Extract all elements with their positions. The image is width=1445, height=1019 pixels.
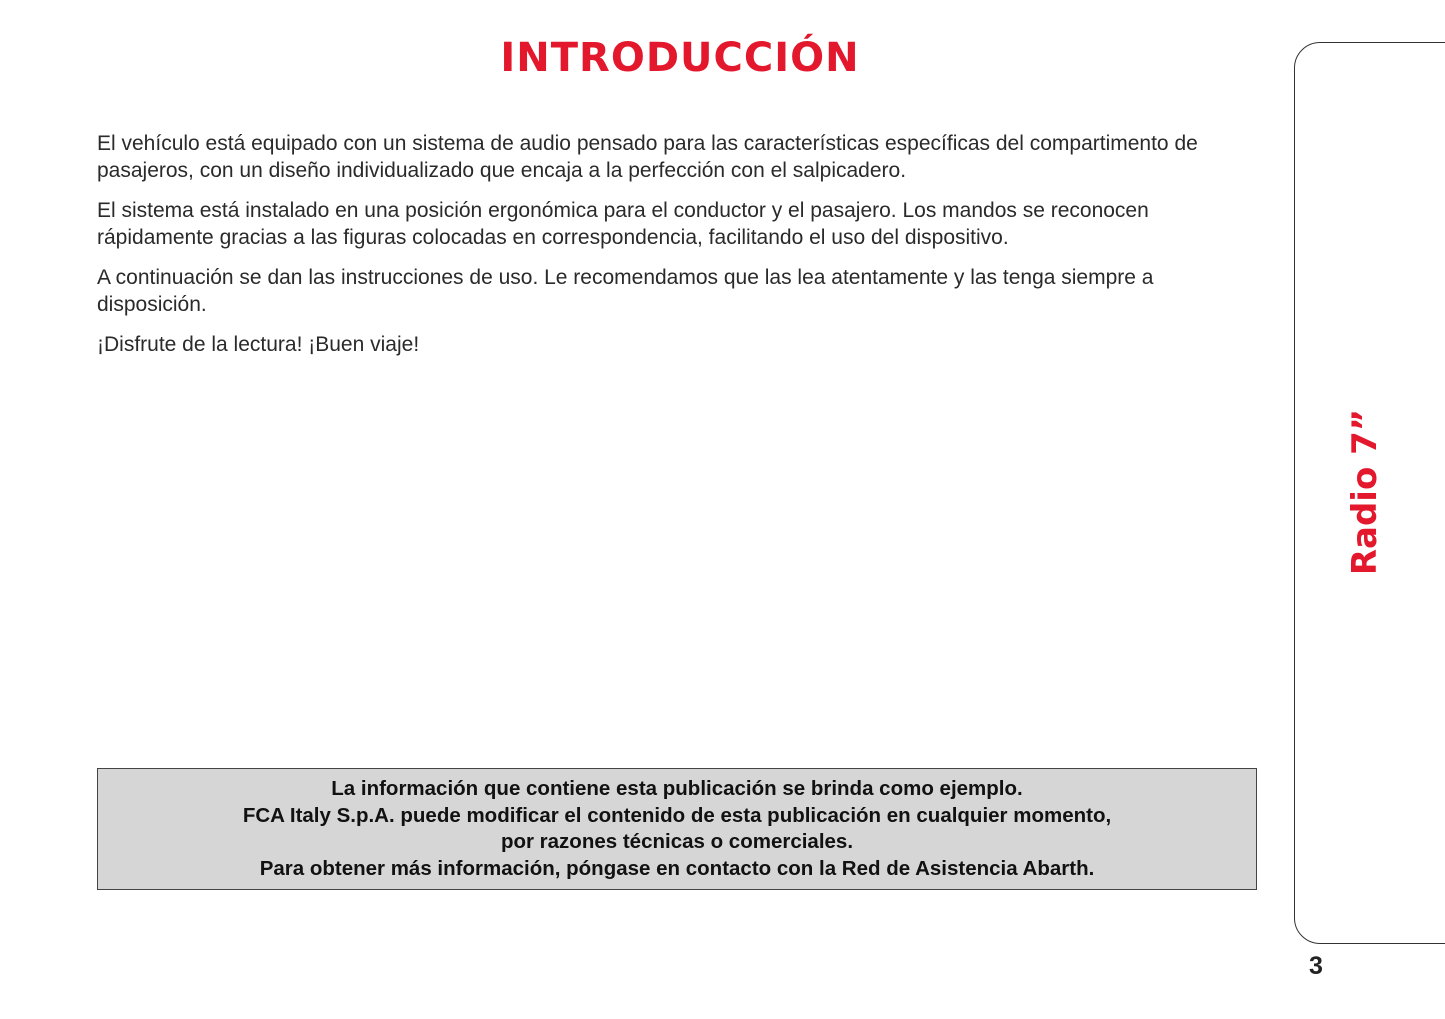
- paragraph-ergonomic-position: El sistema está instalado en una posición ergonómica para el conductor y el pasajero. Los mandos se reconocen rápidamente gracias a las figuras colocadas en correspondencia, facilitando el uso del dispositivo.: [97, 199, 1149, 249]
- notice-line: Para obtener más información, póngase en contacto con la Red de Asistencia Abarth.: [259, 856, 1095, 880]
- paragraph-audio-system: El vehículo está equipado con un sistema de audio pensado para las características específicas del compartimento de pasajeros, con un diseño individualizado que encaja a la perfección con el salpicadero.: [97, 132, 1198, 182]
- notice-line: La información que contiene esta publicación se brinda como ejemplo.: [331, 777, 1023, 800]
- section-tab-label: Radio 7”: [1345, 408, 1385, 576]
- paragraph-instructions: A continuación se dan las instrucciones de uso. Le recomendamos que las lea atentamente y las tenga siempre a disposición.: [97, 266, 1154, 316]
- notice-line: FCA Italy S.p.A. puede modificar el contenido de esta publicación en cualquier momento,: [242, 803, 1112, 827]
- notice-line: por razones técnicas o comerciales.: [500, 830, 854, 853]
- disclaimer-notice: [97, 768, 1257, 890]
- page-number: 3: [1309, 952, 1323, 980]
- intro-body: [97, 130, 1207, 371]
- paragraph-closing: ¡Disfrute de la lectura! ¡Buen viaje!: [97, 333, 420, 356]
- page-title: INTRODUCCIÓN: [500, 35, 860, 81]
